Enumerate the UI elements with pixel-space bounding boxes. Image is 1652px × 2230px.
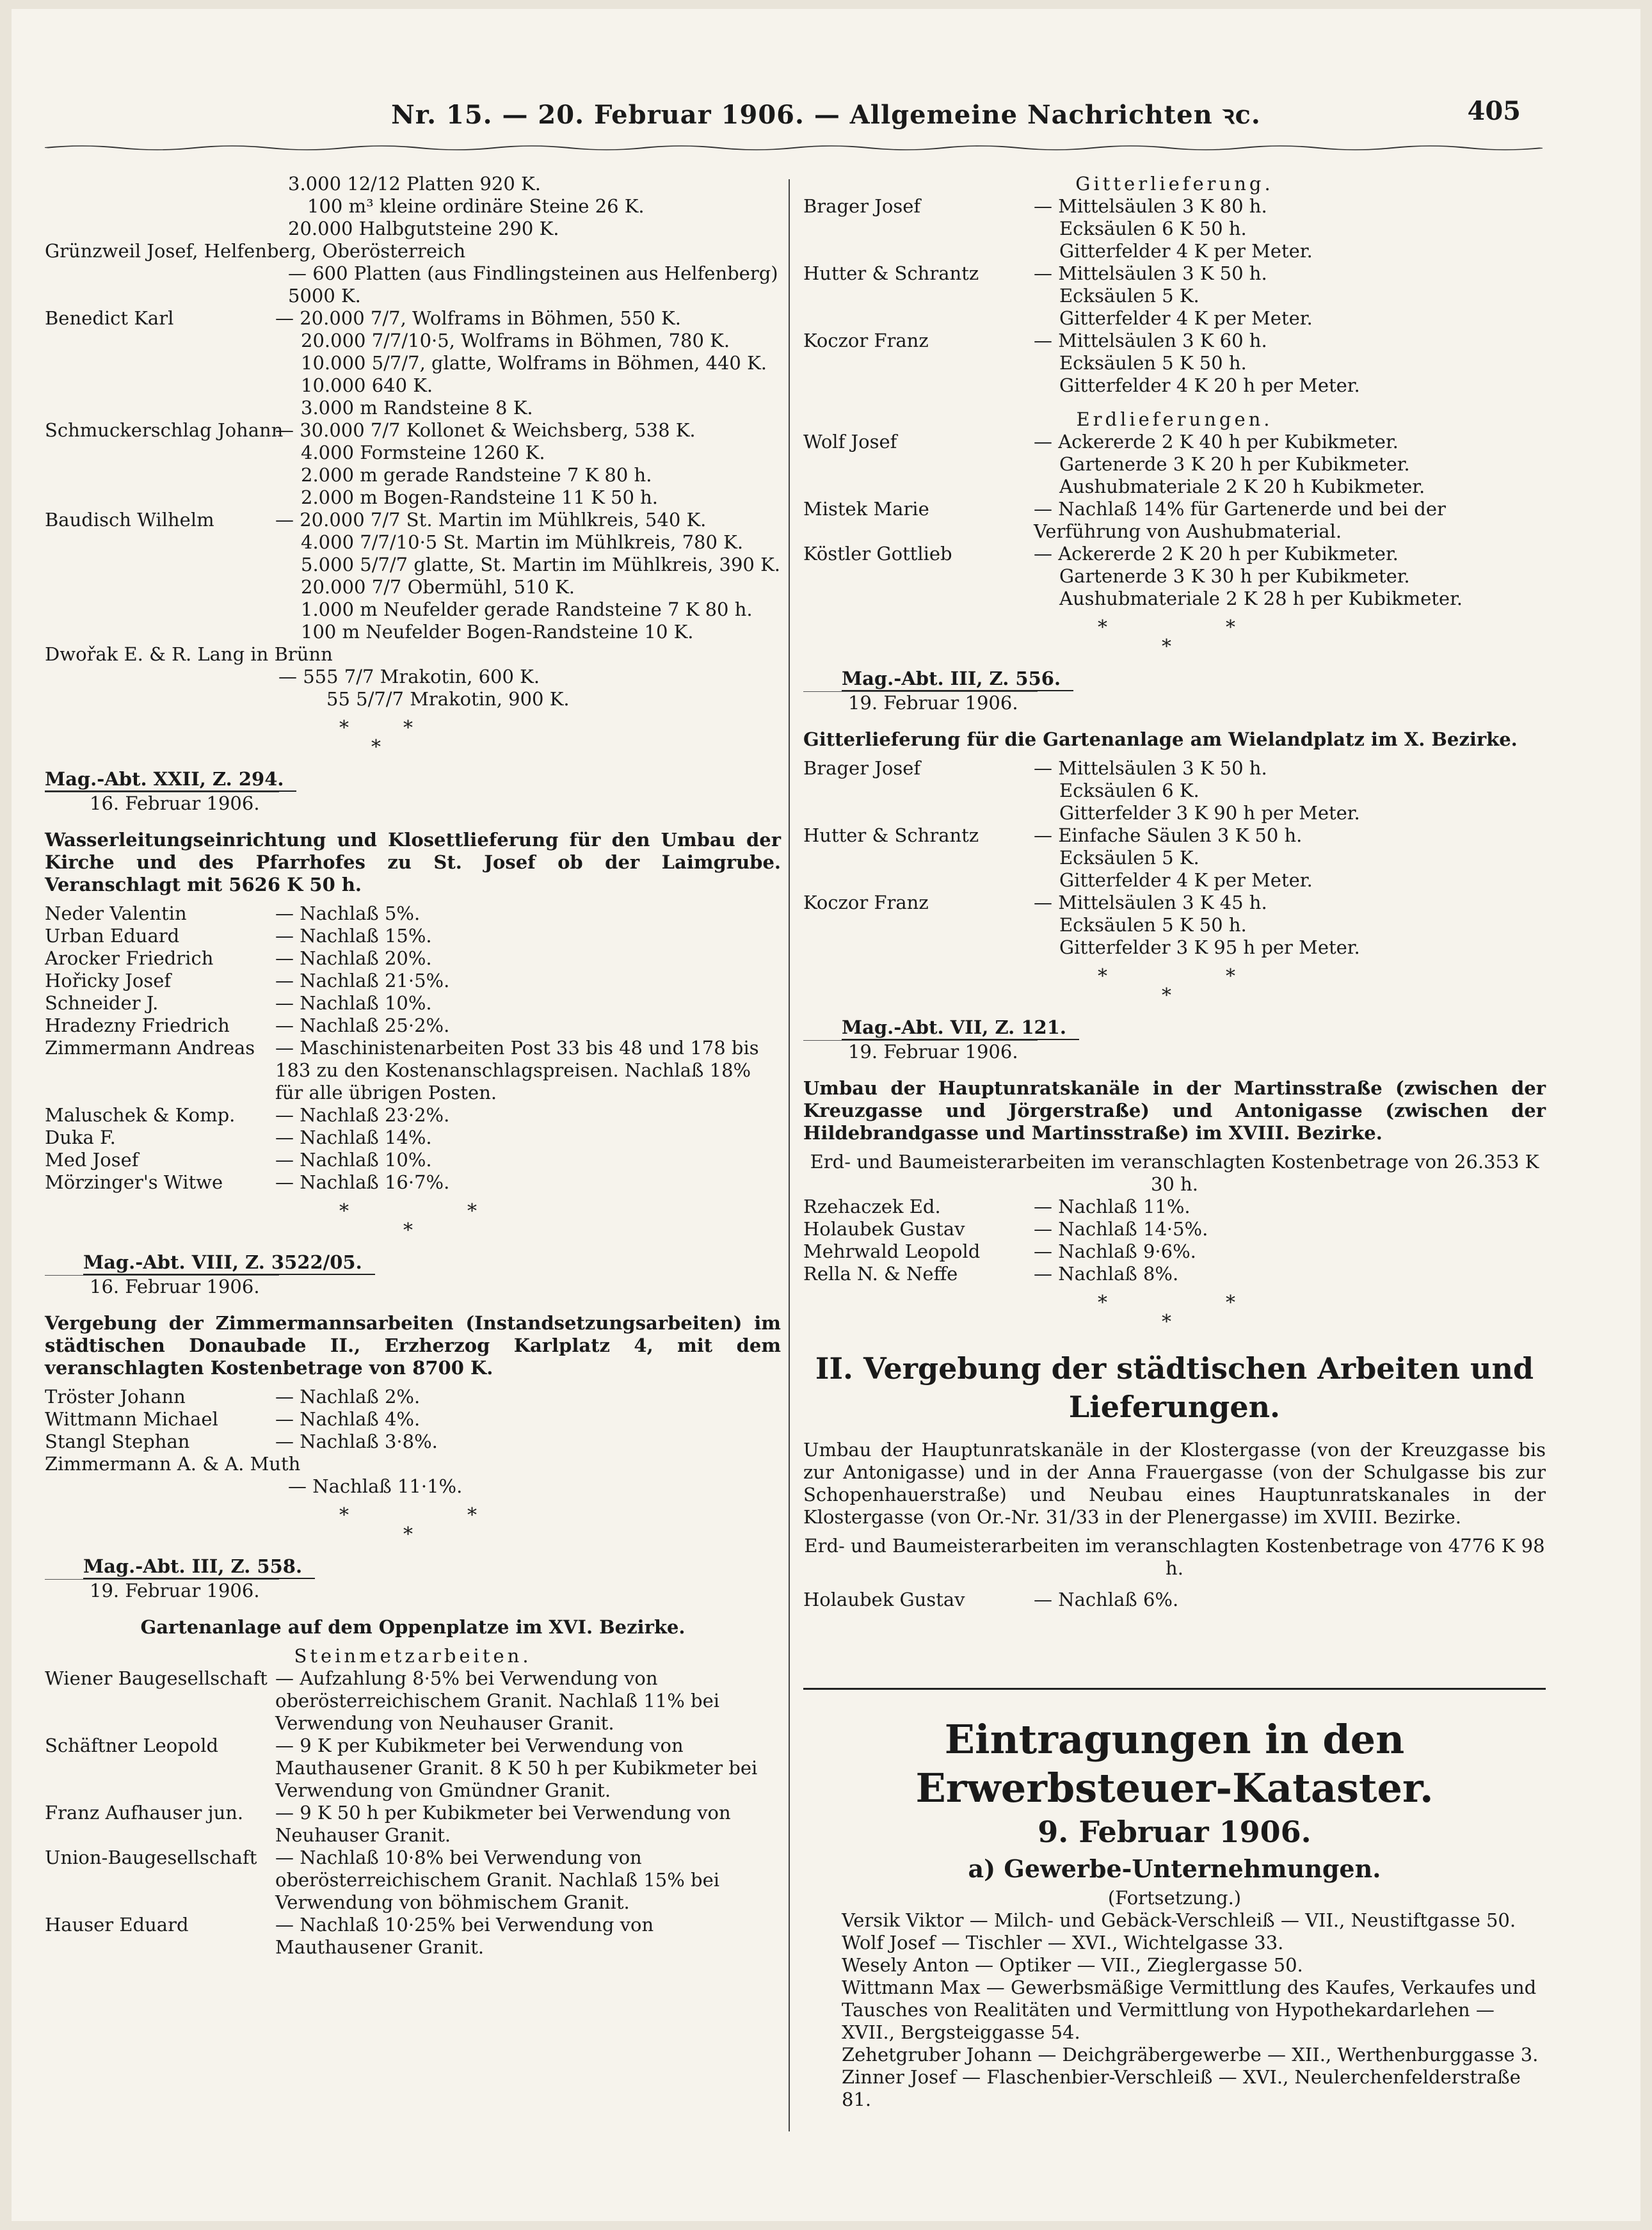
department-reference: Mag.-Abt. XXII, Z. 294. <box>45 768 296 792</box>
department-reference: Mag.-Abt. VIII, Z. 3522/05. <box>83 1251 375 1275</box>
bid-row <box>803 1589 1546 1611</box>
bidder-name <box>45 576 275 598</box>
star: * <box>1098 965 1107 988</box>
bid-row <box>803 476 1546 498</box>
bid-list <box>45 1667 781 1959</box>
bidder-name: Hutter & Schrantz <box>803 262 979 284</box>
bid-text: — Nachlaß 4%. <box>275 1408 421 1430</box>
bid-text: — Nachlaß 10·8% bei Verwendung von oberösterreichischem Granit. Nachlaß 15% bei Verwendung von böhmischem Granit. <box>275 1847 720 1913</box>
bid-row <box>45 442 781 464</box>
separator-stars <box>45 1194 781 1245</box>
bid-row <box>803 374 1546 397</box>
section-intro: Erd- und Baumeisterarbeiten im veranschlagten Kostenbetrage von 4776 K 98 h. <box>804 1535 1545 1579</box>
separator-stars <box>45 1498 781 1549</box>
bidder-name <box>803 847 1034 869</box>
bid-row <box>803 307 1546 330</box>
section-heading: Lieferungen. <box>1068 1390 1281 1424</box>
bidder-name: Dwořak E. & R. Lang in Brünn <box>45 643 333 665</box>
bidder-name <box>803 352 1034 374</box>
column-divider <box>789 179 790 2131</box>
bid-text: — Nachlaß 14% für Gartenerde und bei der Verführung von Aushubmaterial. <box>1034 498 1446 542</box>
register-entry: Wolf Josef — Tischler — XVI., Wichtelgasse 33. <box>842 1932 1284 1953</box>
bidder-name: Köstler Gottlieb <box>803 543 952 565</box>
bidder-name: Mistek Marie <box>803 498 929 520</box>
bid-line: — Nachlaß 11·1%. <box>288 1475 463 1497</box>
register-entry: Zehetgruber Johann — Deichgräbergewerbe — XII., Werthenburggasse 3. <box>842 2044 1539 2066</box>
bid-row <box>45 925 781 947</box>
bid-line: — 600 Platten (aus Findlingsteinen aus Helfenberg) <box>288 262 778 284</box>
bid-row <box>45 1037 781 1104</box>
top-line: 3.000 12/12 Platten 920 K. <box>288 173 541 195</box>
top-line: 100 m³ kleine ordinäre Steine 26 K. <box>307 195 645 217</box>
bid-line: — 555 7/7 Mrakotin, 600 K. <box>278 666 540 687</box>
bidder-name: Holaubek Gustav <box>803 1589 965 1610</box>
section-subhead: Erdlieferungen. <box>1076 408 1273 430</box>
bid-row <box>803 869 1546 892</box>
bidder-name: Hutter & Schrantz <box>803 824 979 846</box>
star: * <box>1162 984 1171 1007</box>
top-line: 20.000 Halbgutsteine 290 K. <box>288 218 559 239</box>
bid-row <box>45 352 781 374</box>
bidder-name <box>45 397 275 419</box>
bid-row <box>45 464 781 486</box>
bidder-name <box>803 588 1034 610</box>
section-title: Umbau der Hauptunratskanäle in der Klostergasse (von der Kreuzgasse bis zur Antonigasse) und in der Anna Frauergasse (von der Schulgasse bis zur Schopenhauerstraße) und Neubau eines Hauptunratskanales in der Klostergasse (von Or.-Nr. 31/33 in der Plenergasse) im XVIII. Bezirke. <box>803 1439 1546 1528</box>
section-heading: II. Vergebung der städtischen Arbeiten und <box>815 1351 1534 1386</box>
bid-line: 55 5/7/7 Mrakotin, 900 K. <box>326 688 570 710</box>
bidder-name <box>803 218 1034 240</box>
star: * <box>339 1504 349 1527</box>
bidder-name: Hořicky Josef <box>45 970 172 991</box>
bid-list <box>45 902 781 1194</box>
bid-row <box>45 1408 781 1431</box>
bid-text: — Nachlaß 9·6%. <box>1034 1240 1196 1262</box>
bid-row <box>803 1263 1546 1285</box>
bid-text: 2.000 m Bogen-Randsteine 11 K 50 h. <box>301 486 659 508</box>
register-list <box>803 1909 1546 2111</box>
bid-text: — Aufzahlung 8·5% bei Verwendung von oberösterreichischem Granit. Nachlaß 11% bei Verwendung von Neuhauser Granit. <box>275 1667 720 1734</box>
bid-row <box>45 970 781 992</box>
bidder-name: Rzehaczek Ed. <box>803 1196 941 1217</box>
bid-row <box>803 218 1546 240</box>
bidder-name: Schneider J. <box>45 992 159 1014</box>
bid-text: — 30.000 7/7 Kollonet & Weichsberg, 538 K. <box>275 419 696 441</box>
bidder-name <box>803 914 1034 936</box>
bid-text: — Mittelsäulen 3 K 45 h. <box>1034 892 1267 913</box>
bid-text <box>275 1453 781 1475</box>
bid-row <box>45 419 781 442</box>
page-header: Nr. 15. — 20. Februar 1906. — Allgemeine Nachrichten ꝛc. <box>391 100 1261 130</box>
bid-text: — 9 K per Kubikmeter bei Verwendung von Mauthausener Granit. 8 K 50 h per Kubikmeter bei Verwendung von Gmündner Granit. <box>275 1735 758 1801</box>
bid-text: Gitterfelder 3 K 95 h per Meter. <box>1059 936 1360 958</box>
bid-row <box>803 802 1546 824</box>
star: * <box>467 1504 477 1527</box>
register-continuation: (Fortsetzung.) <box>1107 1887 1242 1909</box>
bid-text: 4.000 7/7/10·5 St. Martin im Mühlkreis, 780 K. <box>301 531 744 553</box>
bid-text: Ecksäulen 6 K 50 h. <box>1059 218 1247 239</box>
bid-list <box>803 195 1546 397</box>
bid-row <box>45 947 781 970</box>
bid-text: 2.000 m gerade Randsteine 7 K 80 h. <box>301 464 652 486</box>
bidder-name: Rella N. & Neffe <box>803 1263 958 1285</box>
bid-text: Gitterfelder 4 K per Meter. <box>1059 240 1313 262</box>
department-reference: Mag.-Abt. III, Z. 558. <box>83 1555 315 1579</box>
bid-row <box>45 1015 781 1037</box>
bid-row <box>803 847 1546 869</box>
bid-list <box>803 1196 1546 1285</box>
bid-text: — Nachlaß 8%. <box>1034 1263 1179 1285</box>
bid-row <box>45 621 781 643</box>
bid-row <box>803 936 1546 959</box>
bid-text: Gartenerde 3 K 30 h per Kubikmeter. <box>1059 565 1410 587</box>
bid-text: — 20.000 7/7, Wolframs in Böhmen, 550 K. <box>275 307 681 329</box>
section-title: Gitterlieferung für die Gartenanlage am Wielandplatz im X. Bezirke. <box>803 728 1518 750</box>
bidder-name <box>45 554 275 576</box>
bidder-name: Mörzinger's Witwe <box>45 1171 223 1193</box>
bid-row <box>803 757 1546 780</box>
department-reference: Mag.-Abt. III, Z. 556. <box>842 668 1073 691</box>
bid-text: Gitterfelder 3 K 90 h per Meter. <box>1059 802 1360 824</box>
bid-row <box>45 397 781 419</box>
star: * <box>1226 965 1235 988</box>
bid-text: 3.000 m Randsteine 8 K. <box>301 397 533 419</box>
bid-text: Ecksäulen 5 K 50 h. <box>1059 914 1247 936</box>
bid-text: — Nachlaß 14%. <box>275 1127 432 1148</box>
bid-row <box>803 892 1546 914</box>
bid-text: — Mittelsäulen 3 K 50 h. <box>1034 262 1267 284</box>
bidder-name: Wiener Baugesellschaft <box>45 1667 268 1689</box>
bid-row <box>45 1802 781 1847</box>
bidder-name: Brager Josef <box>803 195 921 217</box>
bidder-name <box>45 464 275 486</box>
bidder-name <box>45 442 275 464</box>
bid-block <box>45 307 781 643</box>
bidder-name: Tröster Johann <box>45 1386 186 1408</box>
bid-text: — Nachlaß 25·2%. <box>275 1015 450 1036</box>
bidder-name <box>45 374 275 397</box>
register-entry: Wesely Anton — Optiker — VII., Zieglergasse 50. <box>842 1954 1303 1976</box>
header-rule <box>45 144 1543 152</box>
bidder-name: Hradezny Friedrich <box>45 1015 230 1036</box>
bid-text: — Nachlaß 16·7%. <box>275 1171 450 1193</box>
bid-row <box>803 1218 1546 1240</box>
bid-text: 100 m Neufelder Bogen-Randsteine 10 K. <box>301 621 694 643</box>
bidder-name: Wolf Josef <box>803 431 897 453</box>
section-date: 16. Februar 1906. <box>45 1275 279 1298</box>
separator-stars <box>45 710 781 762</box>
bid-row <box>803 780 1546 802</box>
bid-row <box>45 1149 781 1171</box>
bidder-name <box>803 453 1034 476</box>
section-title: Gartenanlage auf dem Oppenplatze im XVI. Bezirke. <box>140 1616 686 1638</box>
bid-text: Gitterfelder 4 K per Meter. <box>1059 307 1313 329</box>
bid-list <box>803 431 1546 610</box>
bid-row <box>45 1171 781 1194</box>
star: * <box>1098 616 1107 639</box>
section-title: Umbau der Hauptunratskanäle in der Martinsstraße (zwischen der Kreuzgasse und Jörgerstraße) und Antonigasse (zwischen der Hildebrandgasse und Martinsstraße) im XVIII. Bezirke. <box>803 1077 1546 1144</box>
separator-stars <box>803 1285 1546 1336</box>
bidder-name: Arocker Friedrich <box>45 947 214 969</box>
star: * <box>403 717 413 739</box>
bid-text: — Mittelsäulen 3 K 60 h. <box>1034 330 1267 351</box>
star: * <box>403 1523 413 1546</box>
bid-row <box>45 1431 781 1453</box>
bidder-name: Duka F. <box>45 1127 116 1148</box>
star: * <box>1226 616 1235 639</box>
bid-text: Ecksäulen 5 K 50 h. <box>1059 352 1247 374</box>
bidder-name: Union-Baugesellschaft <box>45 1847 257 1868</box>
bidder-name <box>803 240 1034 262</box>
bidder-name: Maluschek & Komp. <box>45 1104 236 1126</box>
star: * <box>1098 1292 1107 1314</box>
bidder-name: Brager Josef <box>803 757 921 779</box>
page-number: 405 <box>1467 96 1521 126</box>
bidder-name <box>45 352 275 374</box>
bid-text: 20.000 7/7/10·5, Wolframs in Böhmen, 780 K. <box>301 330 730 351</box>
bid-row <box>803 498 1546 543</box>
bid-row <box>803 1240 1546 1263</box>
bid-row <box>45 576 781 598</box>
section-subhead: Steinmetzarbeiten. <box>294 1645 532 1667</box>
bid-row <box>45 486 781 509</box>
star: * <box>1162 636 1171 658</box>
section-intro: Erd- und Baumeisterarbeiten im veranschlagten Kostenbetrage von 26.353 K 30 h. <box>810 1151 1539 1195</box>
bid-text: Ecksäulen 6 K. <box>1059 780 1199 801</box>
section-title: Wasserleitungseinrichtung und Klosettlieferung für den Umbau der Kirche und des Pfarrhofes zu St. Josef ob der Laimgrube. Veranschlagt mit 5626 K 50 h. <box>45 829 781 895</box>
bid-text: — Mittelsäulen 3 K 80 h. <box>1034 195 1267 217</box>
bid-text: 20.000 7/7 Obermühl, 510 K. <box>301 576 575 598</box>
bid-row <box>45 1453 781 1475</box>
bidder-name: Zimmermann Andreas <box>45 1037 255 1059</box>
bidder-name: Schäftner Leopold <box>45 1735 219 1756</box>
department-reference: Mag.-Abt. VII, Z. 121. <box>842 1016 1079 1040</box>
bid-text: — Nachlaß 10%. <box>275 1149 432 1171</box>
bid-text: — Maschinistenarbeiten Post 33 bis 48 und 178 bis 183 zu den Kostenanschlagspreisen. Nachlaß 18% für alle übrigen Posten. <box>275 1037 759 1103</box>
bid-text: — Nachlaß 23·2%. <box>275 1104 450 1126</box>
bidder-name: Benedict Karl <box>45 307 174 329</box>
bid-text: — 9 K 50 h per Kubikmeter bei Verwendung von Neuhauser Granit. <box>275 1802 731 1846</box>
section-title: Vergebung der Zimmermannsarbeiten (Instandsetzungsarbeiten) im städtischen Donaubade II., Erzherzog Karlplatz 4, mit dem veranschlagten Kostenbetrage von 8700 K. <box>45 1312 781 1379</box>
bid-text: — 20.000 7/7 St. Martin im Mühlkreis, 540 K. <box>275 509 707 531</box>
bid-text: — Nachlaß 2%. <box>275 1386 421 1408</box>
bid-text: — Nachlaß 21·5%. <box>275 970 450 991</box>
bid-text: — Einfache Säulen 3 K 50 h. <box>1034 824 1303 846</box>
bid-text: 5.000 5/7/7 glatte, St. Martin im Mühlkreis, 390 K. <box>301 554 780 575</box>
bid-list <box>45 1386 781 1475</box>
bid-row <box>45 374 781 397</box>
bid-row <box>803 1196 1546 1218</box>
bid-text: Ecksäulen 5 K. <box>1059 847 1199 869</box>
bid-row <box>803 588 1546 610</box>
bid-text: 4.000 Formsteine 1260 K. <box>301 442 545 463</box>
register-entry: Zinner Josef — Flaschenbier-Verschleiß — XVI., Neulerchenfelderstraße 81. <box>842 2066 1521 2110</box>
bid-row <box>803 285 1546 307</box>
bid-row <box>45 902 781 925</box>
bid-text: Gitterfelder 4 K per Meter. <box>1059 869 1313 891</box>
bid-row <box>45 598 781 621</box>
bidder-name: Koczor Franz <box>803 330 929 351</box>
section-date: 16. Februar 1906. <box>45 792 279 815</box>
bid-row <box>45 992 781 1015</box>
bid-row <box>45 1104 781 1127</box>
bid-list <box>803 757 1546 959</box>
bidder-name: Schmuckerschlag Johann <box>45 419 284 441</box>
bidder-name <box>803 374 1034 397</box>
bidder-name: Urban Eduard <box>45 925 180 947</box>
star: * <box>339 717 349 739</box>
bid-row <box>45 330 781 352</box>
separator-stars <box>803 959 1546 1010</box>
register-entry: Versik Viktor — Milch- und Gebäck-Verschleiß — VII., Neustiftgasse 50. <box>842 1909 1516 1931</box>
bidder-name <box>803 565 1034 588</box>
bidder-name: Neder Valentin <box>45 902 187 924</box>
bid-row <box>803 914 1546 936</box>
bid-row <box>803 352 1546 374</box>
bidder-name: Holaubek Gustav <box>803 1218 965 1240</box>
bid-text: 1.000 m Neufelder gerade Randsteine 7 K 80 h. <box>301 598 753 620</box>
bidder-name <box>45 621 275 643</box>
bid-text: — Nachlaß 10·25% bei Verwendung von Mauthausener Granit. <box>275 1914 654 1958</box>
bidder-name <box>803 285 1034 307</box>
right-column <box>803 173 1546 2111</box>
bid-row <box>803 565 1546 588</box>
bidder-name: Grünzweil Josef, Helfenberg, Oberösterreich <box>45 240 466 262</box>
bid-row <box>45 1914 781 1959</box>
bid-text: — Ackererde 2 K 20 h per Kubikmeter. <box>1034 543 1399 565</box>
bidder-name: Mehrwald Leopold <box>803 1240 981 1262</box>
bidder-name <box>45 531 275 554</box>
bid-text: Aushubmateriale 2 K 28 h per Kubikmeter. <box>1059 588 1463 609</box>
star: * <box>403 1219 413 1242</box>
section-date: 19. Februar 1906. <box>803 691 1038 714</box>
bidder-name <box>803 869 1034 892</box>
bid-text: — Nachlaß 3·8%. <box>275 1431 438 1452</box>
register-entry: Wittmann Max — Gewerbsmäßige Vermittlung des Kaufes, Verkaufes und Tausches von Realitäten und Vermittlung von Hypothekardarlehen — XVII., Bergsteiggasse 54. <box>842 1977 1537 2043</box>
register-heading: Eintragungen in den Erwerbsteuer-Kataster. <box>803 1688 1546 1813</box>
star: * <box>339 1200 349 1223</box>
star: * <box>1226 1292 1235 1314</box>
bid-row <box>45 1386 781 1408</box>
bid-row <box>803 453 1546 476</box>
bid-text: — Nachlaß 10%. <box>275 992 432 1014</box>
register-subheading: a) Gewerbe-Unternehmungen. <box>968 1854 1381 1883</box>
bidder-name <box>803 476 1034 498</box>
section-date: 19. Februar 1906. <box>45 1579 279 1602</box>
bid-row <box>803 431 1546 453</box>
bidder-name <box>803 802 1034 824</box>
bid-text: — Nachlaß 6%. <box>1034 1589 1179 1610</box>
bid-row <box>803 543 1546 565</box>
bidder-name <box>803 780 1034 802</box>
bid-row <box>45 1127 781 1149</box>
bid-text: 10.000 5/7/7, glatte, Wolframs in Böhmen, 440 K. <box>301 352 767 374</box>
left-column <box>45 173 781 1959</box>
bid-row <box>45 554 781 576</box>
bid-text: — Nachlaß 20%. <box>275 947 432 969</box>
bid-row <box>803 262 1546 285</box>
section-date: 19. Februar 1906. <box>803 1040 1038 1063</box>
bidder-name <box>45 330 275 352</box>
register-date: 9. Februar 1906. <box>1038 1815 1311 1849</box>
section-subhead: Gitterlieferung. <box>1075 173 1274 195</box>
bid-row <box>803 824 1546 847</box>
bidder-name <box>803 307 1034 330</box>
bidder-name: Med Josef <box>45 1149 139 1171</box>
bid-line: 5000 K. <box>288 285 361 307</box>
bid-row <box>803 240 1546 262</box>
bid-row <box>45 531 781 554</box>
bidder-name: Baudisch Wilhelm <box>45 509 214 531</box>
bidder-name <box>45 486 275 509</box>
bid-row <box>45 509 781 531</box>
bidder-name: Stangl Stephan <box>45 1431 190 1452</box>
bid-row <box>803 330 1546 352</box>
star: * <box>1162 1311 1171 1333</box>
bid-text: Gartenerde 3 K 20 h per Kubikmeter. <box>1059 453 1410 475</box>
bidder-name: Wittmann Michael <box>45 1408 218 1430</box>
bidder-name: Zimmermann A. & A. Muth <box>45 1453 301 1475</box>
bid-text: — Nachlaß 14·5%. <box>1034 1218 1208 1240</box>
star: * <box>371 736 381 758</box>
bid-row <box>45 1667 781 1735</box>
bid-text: 10.000 640 K. <box>301 374 433 396</box>
bid-text: — Ackererde 2 K 40 h per Kubikmeter. <box>1034 431 1399 453</box>
bid-text: — Nachlaß 15%. <box>275 925 432 947</box>
star: * <box>467 1200 477 1223</box>
bid-row <box>45 307 781 330</box>
bid-text: Aushubmateriale 2 K 20 h Kubikmeter. <box>1059 476 1425 497</box>
bidder-name: Koczor Franz <box>803 892 929 913</box>
bid-row <box>803 195 1546 218</box>
bid-text: — Nachlaß 5%. <box>275 902 421 924</box>
bidder-name: Franz Aufhauser jun. <box>45 1802 244 1824</box>
bid-text: — Mittelsäulen 3 K 50 h. <box>1034 757 1267 779</box>
bidder-name <box>803 936 1034 959</box>
bidder-name <box>45 598 275 621</box>
bid-row <box>45 1847 781 1914</box>
bid-text: Ecksäulen 5 K. <box>1059 285 1199 307</box>
bidder-name: Hauser Eduard <box>45 1914 189 1936</box>
bid-text: Gitterfelder 4 K 20 h per Meter. <box>1059 374 1360 396</box>
bid-text: — Nachlaß 11%. <box>1034 1196 1191 1217</box>
bid-row <box>45 1735 781 1802</box>
separator-stars <box>803 610 1546 661</box>
